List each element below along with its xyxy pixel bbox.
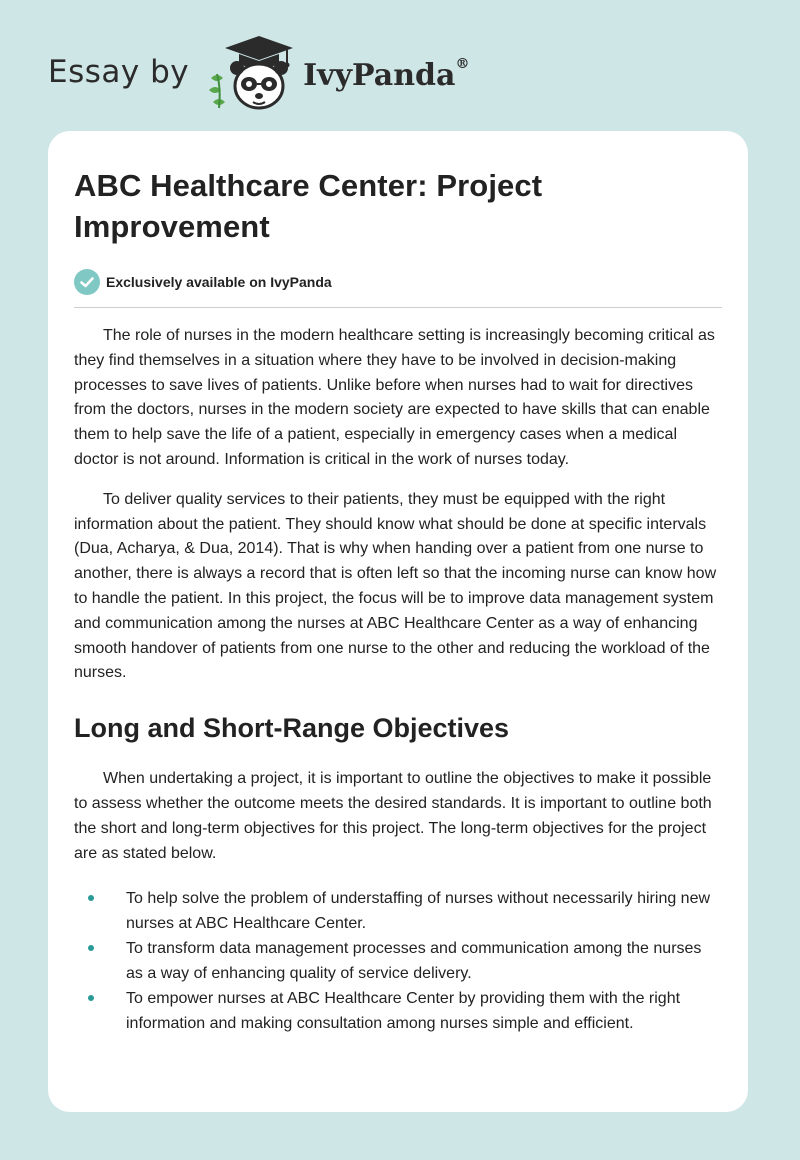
section-heading: Long and Short-Range Objectives [74, 713, 510, 744]
site-header [48, 34, 469, 114]
exclusive-label: Exclusively available on IvyPanda [106, 274, 332, 290]
article-card [48, 131, 748, 1112]
section-paragraph: When undertaking a project, it is important to outline the objectives to make it possible to assess whether the outcome meets the desired standards. It is important to outline both the short and long-term objectives for this project. The long-term objectives for the project are as stated below. [74, 770, 712, 862]
list-item: To help solve the problem of understaffing of nurses without necessarily hiring new nurses at ABC Healthcare Center. [74, 886, 722, 936]
list-item: To transform data management processes and communication among the nurses as a way of enhancing quality of service delivery. [74, 936, 722, 986]
paragraph-2: To deliver quality services to their patients, they must be equipped with the right information about the patient. They should know what should be done at specific intervals (Dua, Acharya, & Dua, 2014). That is why when handing over a patient from one nurse to another, there is always a record that is often left so that the incoming nurse can know how to handle the patient. In this project, the focus will be to improve data management system and communication among the nurses at ABC Healthcare Center as a way of enhancing smooth handover of patients from one nurse to the other and reducing the workload of the nurses. [74, 490, 717, 682]
exclusive-badge [74, 269, 722, 295]
article-title: ABC Healthcare Center: Project Improvement [74, 168, 543, 244]
bullet-icon [88, 945, 94, 951]
list-item: To empower nurses at ABC Healthcare Center by providing them with the right information and making consultation among nurses simple and efficient. [74, 986, 722, 1036]
objectives-list [74, 886, 722, 1036]
divider [74, 307, 722, 308]
registered-mark: ® [455, 55, 470, 72]
paragraph-1: The role of nurses in the modern healthcare setting is increasingly becoming critical as they find themselves in a situation where they have to be involved in decision-making processes to save lives of patients. Unlike before when nurses had to wait for directives from the doctors, nurses in the modern society are expected to have skills that can enable them to help save the life of a patient, especially in emergency cases when a medical doctor is not around. Information is critical in the work of nurses today. [74, 327, 715, 468]
bullet-icon [88, 895, 94, 901]
ivypanda-logo-icon[interactable] [203, 34, 299, 114]
check-circle-icon [74, 269, 100, 295]
brand-name[interactable]: IvyPanda® [303, 55, 470, 93]
essay-by-label: Essay by [48, 54, 190, 90]
bullet-icon [88, 995, 94, 1001]
